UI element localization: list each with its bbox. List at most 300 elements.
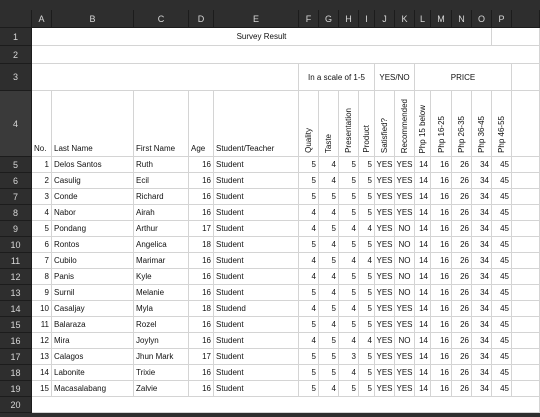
- table-cell[interactable]: 5: [359, 349, 375, 365]
- table-cell[interactable]: 7: [32, 253, 52, 269]
- table-cell[interactable]: Student: [214, 157, 299, 173]
- table-cell[interactable]: 16: [431, 221, 452, 237]
- table-cell[interactable]: 4: [319, 317, 339, 333]
- table-cell[interactable]: Student: [214, 205, 299, 221]
- table-cell[interactable]: NO: [395, 285, 415, 301]
- table-cell[interactable]: 5: [339, 381, 359, 397]
- table-cell[interactable]: 34: [472, 349, 492, 365]
- header-age[interactable]: Age: [189, 91, 214, 157]
- column-header-M[interactable]: M: [431, 10, 452, 28]
- table-cell[interactable]: 4: [299, 301, 319, 317]
- table-cell[interactable]: 45: [492, 253, 512, 269]
- table-cell[interactable]: Conde: [52, 189, 134, 205]
- table-cell[interactable]: 5: [299, 285, 319, 301]
- table-cell[interactable]: YES: [375, 381, 395, 397]
- header-no[interactable]: No.: [32, 91, 52, 157]
- table-cell[interactable]: YES: [395, 301, 415, 317]
- table-cell[interactable]: 14: [415, 269, 431, 285]
- table-cell[interactable]: Zalvie: [134, 381, 189, 397]
- table-cell[interactable]: 16: [189, 365, 214, 381]
- table-cell[interactable]: 5: [339, 237, 359, 253]
- table-cell[interactable]: Airah: [134, 205, 189, 221]
- table-cell[interactable]: 5: [319, 253, 339, 269]
- table-cell[interactable]: 14: [415, 157, 431, 173]
- table-cell[interactable]: 16: [189, 269, 214, 285]
- row-header-13[interactable]: 13: [0, 285, 32, 301]
- table-cell[interactable]: 14: [415, 333, 431, 349]
- table-cell[interactable]: NO: [395, 269, 415, 285]
- table-cell[interactable]: Calagos: [52, 349, 134, 365]
- table-cell[interactable]: 5: [319, 189, 339, 205]
- table-cell[interactable]: 5: [359, 157, 375, 173]
- table-cell[interactable]: 5: [359, 269, 375, 285]
- table-cell[interactable]: 5: [319, 301, 339, 317]
- table-cell[interactable]: 3: [339, 349, 359, 365]
- header-p4[interactable]: [472, 91, 492, 157]
- table-cell[interactable]: Student: [214, 349, 299, 365]
- header-role[interactable]: Student/Teacher: [214, 91, 299, 157]
- column-header-E[interactable]: E: [214, 10, 299, 28]
- table-cell[interactable]: 4: [319, 205, 339, 221]
- header-last[interactable]: Last Name: [52, 91, 134, 157]
- column-header-G[interactable]: G: [319, 10, 339, 28]
- table-cell[interactable]: 26: [452, 365, 472, 381]
- table-cell[interactable]: 4: [359, 333, 375, 349]
- table-cell[interactable]: Student: [214, 189, 299, 205]
- table-cell[interactable]: 14: [415, 237, 431, 253]
- table-cell[interactable]: 5: [339, 205, 359, 221]
- table-cell[interactable]: YES: [375, 285, 395, 301]
- table-cell[interactable]: 5: [32, 221, 52, 237]
- table-cell[interactable]: 4: [299, 253, 319, 269]
- table-cell[interactable]: Student: [214, 237, 299, 253]
- table-cell[interactable]: 8: [32, 269, 52, 285]
- table-cell[interactable]: 5: [359, 173, 375, 189]
- table-cell[interactable]: 4: [299, 205, 319, 221]
- table-cell[interactable]: 16: [431, 349, 452, 365]
- table-cell[interactable]: 34: [472, 189, 492, 205]
- table-cell[interactable]: 16: [431, 333, 452, 349]
- row-header-11[interactable]: 11: [0, 253, 32, 269]
- table-cell[interactable]: Student: [214, 253, 299, 269]
- select-all-corner[interactable]: [0, 10, 32, 28]
- table-cell[interactable]: YES: [395, 349, 415, 365]
- table-cell[interactable]: 26: [452, 157, 472, 173]
- table-cell[interactable]: 5: [299, 189, 319, 205]
- table-cell[interactable]: Student: [214, 333, 299, 349]
- table-cell[interactable]: 16: [431, 365, 452, 381]
- table-cell[interactable]: 16: [431, 381, 452, 397]
- row-header-14[interactable]: 14: [0, 301, 32, 317]
- table-cell[interactable]: 5: [339, 173, 359, 189]
- table-cell[interactable]: 12: [32, 333, 52, 349]
- table-cell[interactable]: 16: [189, 317, 214, 333]
- table-cell[interactable]: 4: [319, 157, 339, 173]
- table-cell[interactable]: 45: [492, 301, 512, 317]
- table-cell[interactable]: 4: [32, 205, 52, 221]
- table-cell[interactable]: 18: [189, 237, 214, 253]
- table-cell[interactable]: 45: [492, 349, 512, 365]
- table-cell[interactable]: Joylyn: [134, 333, 189, 349]
- table-cell[interactable]: 5: [359, 285, 375, 301]
- row-header-6[interactable]: 6: [0, 173, 32, 189]
- table-cell[interactable]: 4: [319, 269, 339, 285]
- table-cell[interactable]: Pondang: [52, 221, 134, 237]
- table-cell[interactable]: 5: [339, 189, 359, 205]
- table-cell[interactable]: 5: [359, 365, 375, 381]
- table-cell[interactable]: 34: [472, 301, 492, 317]
- table-cell[interactable]: YES: [375, 317, 395, 333]
- table-cell[interactable]: 5: [299, 157, 319, 173]
- table-cell[interactable]: 5: [299, 317, 319, 333]
- table-cell[interactable]: YES: [395, 365, 415, 381]
- table-cell[interactable]: Richard: [134, 189, 189, 205]
- row-header-16[interactable]: 16: [0, 333, 32, 349]
- table-cell[interactable]: 5: [359, 317, 375, 333]
- table-cell[interactable]: 16: [431, 173, 452, 189]
- row-header-7[interactable]: 7: [0, 189, 32, 205]
- table-cell[interactable]: 4: [319, 237, 339, 253]
- table-cell[interactable]: Ruth: [134, 157, 189, 173]
- table-cell[interactable]: 16: [431, 317, 452, 333]
- table-cell[interactable]: YES: [375, 301, 395, 317]
- row-header-5[interactable]: 5: [0, 157, 32, 173]
- table-cell[interactable]: YES: [395, 205, 415, 221]
- table-cell[interactable]: 34: [472, 157, 492, 173]
- table-cell[interactable]: 4: [339, 365, 359, 381]
- table-cell[interactable]: NO: [395, 333, 415, 349]
- table-cell[interactable]: 45: [492, 189, 512, 205]
- table-cell[interactable]: 4: [359, 253, 375, 269]
- table-cell[interactable]: 26: [452, 381, 472, 397]
- table-cell[interactable]: YES: [395, 189, 415, 205]
- table-cell[interactable]: 14: [415, 189, 431, 205]
- table-cell[interactable]: NO: [395, 221, 415, 237]
- table-cell[interactable]: 5: [339, 317, 359, 333]
- table-cell[interactable]: Mira: [52, 333, 134, 349]
- table-cell[interactable]: 34: [472, 269, 492, 285]
- table-cell[interactable]: Ecil: [134, 173, 189, 189]
- table-cell[interactable]: 45: [492, 237, 512, 253]
- table-cell[interactable]: NO: [395, 237, 415, 253]
- header-presentation[interactable]: [339, 91, 359, 157]
- table-cell[interactable]: Student: [214, 269, 299, 285]
- table-cell[interactable]: 1: [32, 157, 52, 173]
- table-cell[interactable]: 4: [299, 221, 319, 237]
- table-cell[interactable]: 45: [492, 285, 512, 301]
- table-cell[interactable]: Nabor: [52, 205, 134, 221]
- table-cell[interactable]: 45: [492, 317, 512, 333]
- table-cell[interactable]: Myla: [134, 301, 189, 317]
- table-cell[interactable]: Studend: [214, 301, 299, 317]
- header-p3[interactable]: [452, 91, 472, 157]
- table-cell[interactable]: Student: [214, 365, 299, 381]
- table-cell[interactable]: 18: [189, 301, 214, 317]
- table-cell[interactable]: 10: [32, 301, 52, 317]
- table-cell[interactable]: 4: [299, 269, 319, 285]
- table-cell[interactable]: 14: [415, 365, 431, 381]
- table-cell[interactable]: 5: [359, 301, 375, 317]
- column-header-D[interactable]: D: [189, 10, 214, 28]
- table-cell[interactable]: 16: [189, 173, 214, 189]
- table-cell[interactable]: Marimar: [134, 253, 189, 269]
- column-header-N[interactable]: N: [452, 10, 472, 28]
- table-cell[interactable]: YES: [375, 253, 395, 269]
- table-cell[interactable]: 16: [189, 285, 214, 301]
- table-cell[interactable]: NO: [395, 253, 415, 269]
- table-cell[interactable]: Arthur: [134, 221, 189, 237]
- empty-row-20[interactable]: [32, 397, 540, 413]
- header-quality[interactable]: [299, 91, 319, 157]
- table-cell[interactable]: 4: [339, 301, 359, 317]
- table-cell[interactable]: 14: [415, 205, 431, 221]
- price-group-header[interactable]: PRICE: [415, 64, 512, 91]
- table-cell[interactable]: Macasalabang: [52, 381, 134, 397]
- table-cell[interactable]: 16: [189, 253, 214, 269]
- table-cell[interactable]: 5: [339, 269, 359, 285]
- table-cell[interactable]: 5: [299, 349, 319, 365]
- column-header-H[interactable]: H: [339, 10, 359, 28]
- column-header-P[interactable]: P: [492, 10, 512, 28]
- table-cell[interactable]: 6: [32, 237, 52, 253]
- table-cell[interactable]: YES: [375, 157, 395, 173]
- table-cell[interactable]: 16: [189, 157, 214, 173]
- row-header-3[interactable]: 3: [0, 64, 32, 91]
- table-cell[interactable]: 16: [189, 205, 214, 221]
- table-cell[interactable]: 5: [299, 237, 319, 253]
- empty-row-2[interactable]: [32, 46, 540, 64]
- table-cell[interactable]: 4: [319, 285, 339, 301]
- table-cell[interactable]: Rozel: [134, 317, 189, 333]
- table-cell[interactable]: 14: [415, 173, 431, 189]
- table-cell[interactable]: 2: [32, 173, 52, 189]
- column-header-O[interactable]: O: [472, 10, 492, 28]
- header-first[interactable]: First Name: [134, 91, 189, 157]
- table-cell[interactable]: 34: [472, 333, 492, 349]
- table-cell[interactable]: 14: [415, 285, 431, 301]
- table-cell[interactable]: 5: [359, 189, 375, 205]
- survey-title[interactable]: Survey Result: [32, 28, 492, 46]
- table-cell[interactable]: 26: [452, 237, 472, 253]
- table-cell[interactable]: 45: [492, 381, 512, 397]
- header-p2[interactable]: [431, 91, 452, 157]
- table-cell[interactable]: Balaraza: [52, 317, 134, 333]
- table-cell[interactable]: YES: [375, 221, 395, 237]
- table-cell[interactable]: 16: [431, 205, 452, 221]
- row-header-17[interactable]: 17: [0, 349, 32, 365]
- column-header-B[interactable]: B: [52, 10, 134, 28]
- row-header-10[interactable]: 10: [0, 237, 32, 253]
- table-cell[interactable]: 26: [452, 173, 472, 189]
- table-cell[interactable]: 14: [415, 317, 431, 333]
- table-cell[interactable]: 5: [319, 349, 339, 365]
- table-cell[interactable]: 16: [431, 189, 452, 205]
- table-cell[interactable]: 26: [452, 333, 472, 349]
- table-cell[interactable]: Student: [214, 221, 299, 237]
- table-cell[interactable]: 16: [189, 333, 214, 349]
- header-product[interactable]: [359, 91, 375, 157]
- table-cell[interactable]: 15: [32, 381, 52, 397]
- table-cell[interactable]: Angelica: [134, 237, 189, 253]
- table-cell[interactable]: 4: [299, 333, 319, 349]
- table-cell[interactable]: 4: [339, 333, 359, 349]
- table-cell[interactable]: 45: [492, 333, 512, 349]
- table-cell[interactable]: Student: [214, 317, 299, 333]
- table-cell[interactable]: 45: [492, 269, 512, 285]
- table-cell[interactable]: 4: [319, 381, 339, 397]
- table-cell[interactable]: 14: [415, 253, 431, 269]
- yesno-group-header[interactable]: YES/NO: [375, 64, 415, 91]
- column-header-K[interactable]: K: [395, 10, 415, 28]
- table-cell[interactable]: 13: [32, 349, 52, 365]
- table-cell[interactable]: 5: [359, 381, 375, 397]
- table-cell[interactable]: 34: [472, 237, 492, 253]
- table-cell[interactable]: 26: [452, 253, 472, 269]
- table-cell[interactable]: YES: [375, 269, 395, 285]
- table-cell[interactable]: 9: [32, 285, 52, 301]
- table-cell[interactable]: 26: [452, 301, 472, 317]
- table-cell[interactable]: 5: [299, 365, 319, 381]
- table-cell[interactable]: 14: [415, 381, 431, 397]
- table-cell[interactable]: 26: [452, 221, 472, 237]
- table-cell[interactable]: Kyle: [134, 269, 189, 285]
- table-cell[interactable]: YES: [395, 157, 415, 173]
- table-cell[interactable]: 5: [299, 381, 319, 397]
- table-cell[interactable]: 14: [415, 221, 431, 237]
- table-cell[interactable]: 16: [431, 157, 452, 173]
- table-cell[interactable]: 45: [492, 157, 512, 173]
- table-cell[interactable]: 26: [452, 349, 472, 365]
- row-header-20[interactable]: 20: [0, 397, 32, 413]
- empty-header-left[interactable]: [32, 64, 299, 91]
- table-cell[interactable]: Panis: [52, 269, 134, 285]
- table-cell[interactable]: Student: [214, 285, 299, 301]
- table-cell[interactable]: Student: [214, 173, 299, 189]
- table-cell[interactable]: 16: [189, 381, 214, 397]
- table-cell[interactable]: 45: [492, 205, 512, 221]
- table-cell[interactable]: Cubilo: [52, 253, 134, 269]
- table-cell[interactable]: 26: [452, 285, 472, 301]
- column-header-A[interactable]: A: [32, 10, 52, 28]
- table-cell[interactable]: 11: [32, 317, 52, 333]
- table-cell[interactable]: Casulig: [52, 173, 134, 189]
- table-cell[interactable]: 5: [359, 205, 375, 221]
- table-cell[interactable]: Jhun Mark: [134, 349, 189, 365]
- table-cell[interactable]: 34: [472, 365, 492, 381]
- table-cell[interactable]: 4: [339, 221, 359, 237]
- table-cell[interactable]: Rontos: [52, 237, 134, 253]
- table-cell[interactable]: Casaljay: [52, 301, 134, 317]
- header-p5[interactable]: [492, 91, 512, 157]
- table-cell[interactable]: 16: [431, 301, 452, 317]
- table-cell[interactable]: YES: [375, 173, 395, 189]
- row-header-2[interactable]: 2: [0, 46, 32, 64]
- column-header-F[interactable]: F: [299, 10, 319, 28]
- table-cell[interactable]: 45: [492, 173, 512, 189]
- table-cell[interactable]: 16: [431, 237, 452, 253]
- table-cell[interactable]: 16: [189, 189, 214, 205]
- table-cell[interactable]: 3: [32, 189, 52, 205]
- table-cell[interactable]: 5: [339, 285, 359, 301]
- column-header-J[interactable]: J: [375, 10, 395, 28]
- table-cell[interactable]: 45: [492, 365, 512, 381]
- table-cell[interactable]: Student: [214, 381, 299, 397]
- table-cell[interactable]: YES: [395, 173, 415, 189]
- table-cell[interactable]: 4: [359, 221, 375, 237]
- table-cell[interactable]: 34: [472, 253, 492, 269]
- table-cell[interactable]: 26: [452, 205, 472, 221]
- table-cell[interactable]: 34: [472, 221, 492, 237]
- table-cell[interactable]: 34: [472, 381, 492, 397]
- table-cell[interactable]: YES: [375, 349, 395, 365]
- row-header-4[interactable]: 4: [0, 91, 32, 157]
- row-header-18[interactable]: 18: [0, 365, 32, 381]
- table-cell[interactable]: 34: [472, 205, 492, 221]
- table-cell[interactable]: YES: [375, 237, 395, 253]
- row-header-15[interactable]: 15: [0, 317, 32, 333]
- table-cell[interactable]: 16: [431, 253, 452, 269]
- table-cell[interactable]: 4: [319, 173, 339, 189]
- table-cell[interactable]: 26: [452, 189, 472, 205]
- table-cell[interactable]: YES: [375, 365, 395, 381]
- table-cell[interactable]: Delos Santos: [52, 157, 134, 173]
- header-satisfied[interactable]: [375, 91, 395, 157]
- header-p1[interactable]: [415, 91, 431, 157]
- header-recommended[interactable]: [395, 91, 415, 157]
- column-header-L[interactable]: L: [415, 10, 431, 28]
- table-cell[interactable]: Trixie: [134, 365, 189, 381]
- table-cell[interactable]: 5: [319, 333, 339, 349]
- table-cell[interactable]: 16: [431, 285, 452, 301]
- header-taste[interactable]: [319, 91, 339, 157]
- row-header-1[interactable]: 1: [0, 28, 32, 46]
- column-header-I[interactable]: I: [359, 10, 375, 28]
- table-cell[interactable]: Surnil: [52, 285, 134, 301]
- table-cell[interactable]: YES: [375, 333, 395, 349]
- table-cell[interactable]: Melanie: [134, 285, 189, 301]
- table-cell[interactable]: 45: [492, 221, 512, 237]
- table-cell[interactable]: 34: [472, 317, 492, 333]
- table-cell[interactable]: 34: [472, 285, 492, 301]
- table-cell[interactable]: 5: [359, 237, 375, 253]
- row-header-19[interactable]: 19: [0, 381, 32, 397]
- table-cell[interactable]: YES: [375, 189, 395, 205]
- table-cell[interactable]: 14: [415, 301, 431, 317]
- table-cell[interactable]: YES: [375, 205, 395, 221]
- row-header-12[interactable]: 12: [0, 269, 32, 285]
- table-cell[interactable]: 5: [319, 221, 339, 237]
- table-cell[interactable]: YES: [395, 317, 415, 333]
- table-cell[interactable]: YES: [395, 381, 415, 397]
- table-cell[interactable]: 26: [452, 269, 472, 285]
- table-cell[interactable]: 26: [452, 317, 472, 333]
- table-cell[interactable]: 5: [319, 365, 339, 381]
- table-cell[interactable]: 5: [339, 157, 359, 173]
- table-cell[interactable]: 17: [189, 221, 214, 237]
- row-header-8[interactable]: 8: [0, 205, 32, 221]
- column-header-C[interactable]: C: [134, 10, 189, 28]
- table-cell[interactable]: 34: [472, 173, 492, 189]
- table-cell[interactable]: 17: [189, 349, 214, 365]
- table-cell[interactable]: 14: [415, 349, 431, 365]
- table-cell[interactable]: 16: [431, 269, 452, 285]
- table-cell[interactable]: 4: [339, 253, 359, 269]
- table-cell[interactable]: Labonite: [52, 365, 134, 381]
- table-cell[interactable]: 5: [299, 173, 319, 189]
- table-cell[interactable]: 14: [32, 365, 52, 381]
- row-header-9[interactable]: 9: [0, 221, 32, 237]
- scale-group-header[interactable]: In a scale of 1-5: [299, 64, 375, 91]
